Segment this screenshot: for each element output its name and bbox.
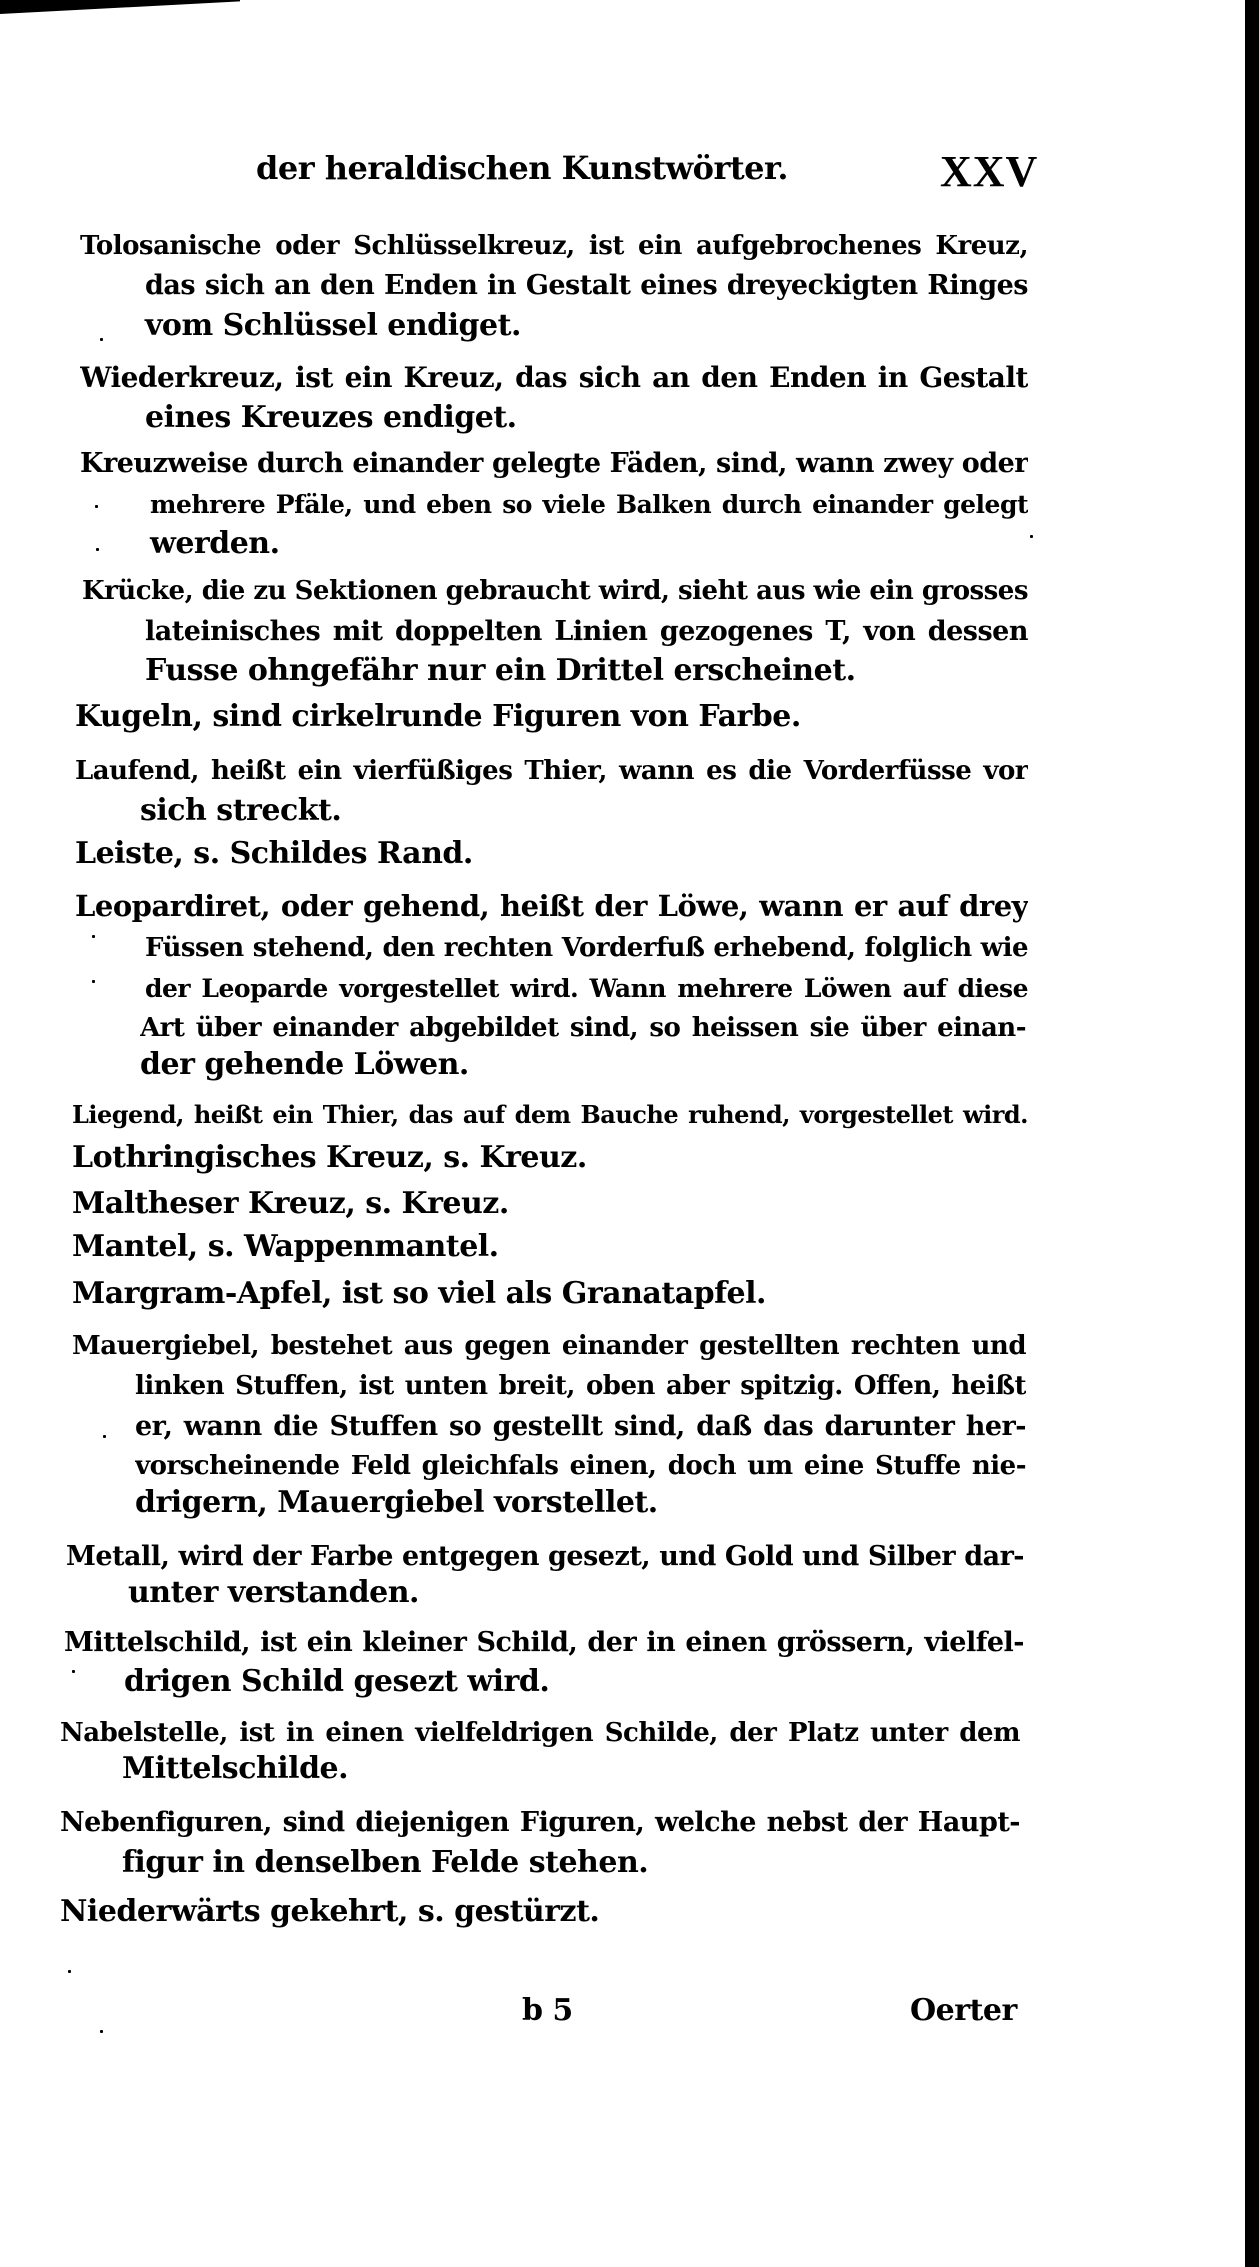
text-line: figur in denselben Felde stehen. [122,1845,649,1880]
text-line: Mittelschilde. [122,1751,349,1786]
scan-speck [68,1970,71,1973]
scan-speck [92,980,95,983]
text-line: Nabelstelle, ist in einen vielfeldrigen Schilde, der Platz unter dem [60,1718,1020,1748]
text-line: werden. [150,526,280,561]
text-line: Füssen stehend, den rechten Vorderfuß erhebend, folglich wie [145,933,1028,963]
scan-speck [95,505,98,508]
text-line: vom Schlüssel endiget. [145,308,521,343]
text-line: mehrere Pfäle, und eben so viele Balken durch einander gelegt [150,490,1028,519]
text-line: Kreuzweise durch einander gelegte Fäden, sind, wann zwey oder [80,448,1028,479]
text-line: Wiederkreuz, ist ein Kreuz, das sich an den Enden in Gestalt [80,361,1028,394]
text-line: Nebenfiguren, sind diejenigen Figuren, welche nebst der Haupt- [60,1807,1020,1838]
text-line: sich streckt. [140,793,342,828]
text-line: Niederwärts gekehrt, s. gestürzt. [60,1894,600,1929]
scan-edge-right [1245,0,1259,2267]
scan-edge-top [0,0,240,14]
scan-speck [92,935,95,938]
scan-speck [72,1670,75,1673]
scan-speck [100,2030,103,2033]
text-line: Fusse ohngefähr nur ein Drittel erscheinet. [145,653,856,688]
text-line: Metall, wird der Farbe entgegen gesezt, und Gold und Silber dar- [66,1541,1024,1572]
signature-mark: b 5 [522,1993,573,2028]
text-line: Margram-Apfel, ist so viel als Granatapfel. [72,1276,766,1311]
scan-speck [103,1435,106,1438]
text-line: linken Stuffen, ist unten breit, oben aber spitzig. Offen, heißt [135,1371,1026,1401]
text-line: Liegend, heißt ein Thier, das auf dem Bauche ruhend, vorgestellet wird. [72,1100,1028,1129]
text-line: unter verstanden. [128,1575,419,1610]
scan-speck [96,548,99,551]
text-line: Maltheser Kreuz, s. Kreuz. [72,1186,509,1221]
text-line: drigen Schild gesezt wird. [124,1664,550,1699]
text-line: Krücke, die zu Sektionen gebraucht wird, sieht aus wie ein grosses [82,576,1028,606]
text-line: Kugeln, sind cirkelrunde Figuren von Farbe. [75,699,801,734]
text-line: Mittelschild, ist ein kleiner Schild, der in einen grössern, vielfel- [64,1627,1024,1658]
page-number: XXV [940,147,1039,196]
scan-speck [100,338,103,341]
text-line: Art über einander abgebildet sind, so heissen sie über einan- [140,1013,1026,1043]
text-line: Mantel, s. Wappenmantel. [72,1229,499,1264]
text-line: eines Kreuzes endiget. [145,400,517,435]
text-line: Tolosanische oder Schlüsselkreuz, ist ein aufgebrochenes Kreuz, [80,231,1028,261]
text-line: drigern, Mauergiebel vorstellet. [135,1485,658,1520]
text-line: Lothringisches Kreuz, s. Kreuz. [72,1140,587,1175]
text-line: Mauergiebel, bestehet aus gegen einander gestellten rechten und [72,1331,1026,1361]
scan-speck [1030,535,1033,538]
text-line: er, wann die Stuffen so gestellt sind, daß das darunter her- [135,1411,1026,1442]
text-line: das sich an den Enden in Gestalt eines dreyeckigten Ringes [145,270,1028,301]
text-line: der gehende Löwen. [140,1047,469,1082]
text-line: lateinisches mit doppelten Linien gezogenes T, von dessen [145,616,1028,647]
catchword: Oerter [910,1993,1017,2028]
text-line: vorscheinende Feld gleichfals einen, doch um eine Stuffe nie- [135,1451,1026,1481]
text-line: Leopardiret, oder gehend, heißt der Löwe, wann er auf drey [75,889,1028,923]
text-line: Laufend, heißt ein vierfüßiges Thier, wann es die Vorderfüsse vor [75,756,1028,786]
running-title: der heraldischen Kunstwörter. [256,149,789,187]
text-line: Leiste, s. Schildes Rand. [75,836,473,871]
text-line: der Leoparde vorgestellet wird. Wann mehrere Löwen auf diese [145,974,1028,1003]
